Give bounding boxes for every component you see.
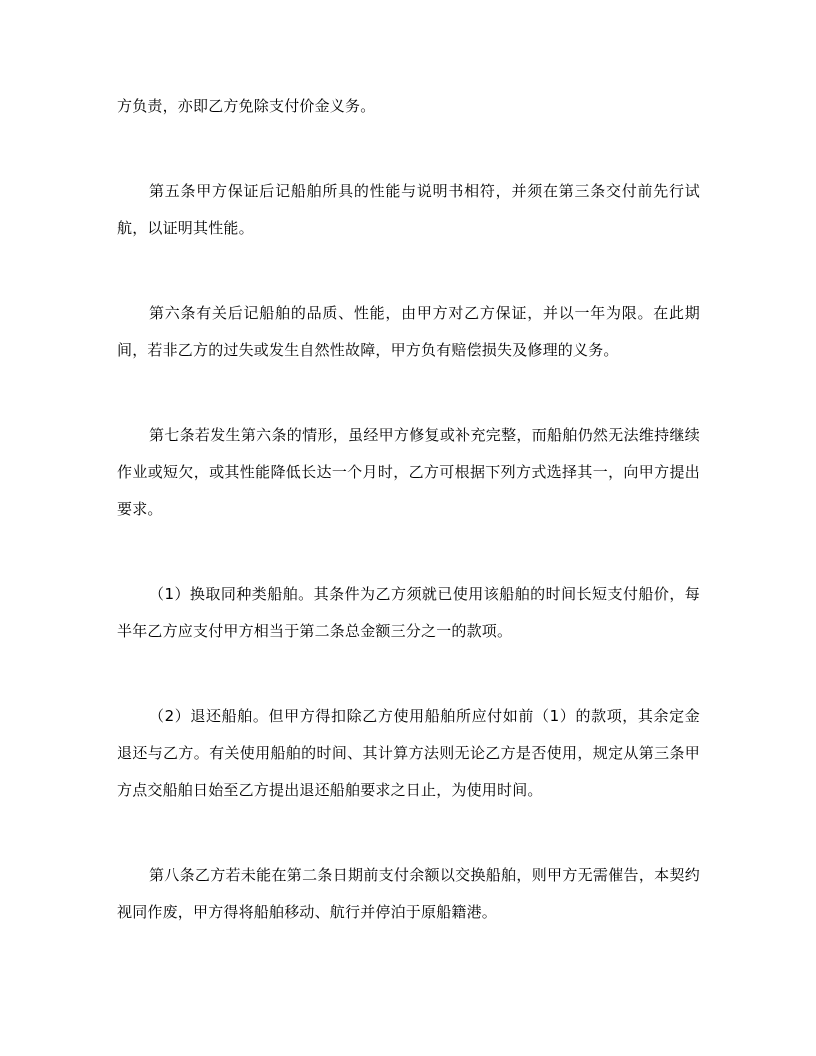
paragraph-article-7-item-1: （1）换取同种类船舶。其条件为乙方须就已使用该船舶的时间长短支付船价，每半年乙方应支付甲方相当于第二条总金额三分之一的款项。 bbox=[117, 585, 700, 640]
paragraph-article-6: 第六条有关后记船舶的品质、性能，由甲方对乙方保证，并以一年为限。在此期间，若非乙方的过失或发生自然性故障，甲方负有赔偿损失及修理的义务。 bbox=[117, 304, 700, 359]
document-body bbox=[117, 88, 700, 931]
paragraph-article-7: 第七条若发生第六条的情形，虽经甲方修复或补充完整，而船舶仍然无法维持继续作业或短欠，或其性能降低长达一个月时，乙方可根据下列方式选择其一，向甲方提出要求。 bbox=[117, 426, 700, 518]
paragraph-article-7-item-2: （2）退还船舶。但甲方得扣除乙方使用船舶所应付如前（1）的款项，其余定金退还与乙方。有关使用船舶的时间、其计算方法则无论乙方是否使用，规定从第三条甲方点交船舶日始至乙方提出退还船舶要求之日止，为使用时间。 bbox=[117, 707, 700, 799]
paragraph-article-8: 第八条乙方若未能在第二条日期前支付余额以交换船舶，则甲方无需催告，本契约视同作废，甲方得将船舶移动、航行并停泊于原船籍港。 bbox=[117, 866, 700, 921]
paragraph-continued: 方负责，亦即乙方免除支付价金义务。 bbox=[117, 97, 376, 115]
paragraph-article-5: 第五条甲方保证后记船舶所具的性能与说明书相符，并须在第三条交付前先行试航，以证明其性能。 bbox=[117, 182, 700, 237]
